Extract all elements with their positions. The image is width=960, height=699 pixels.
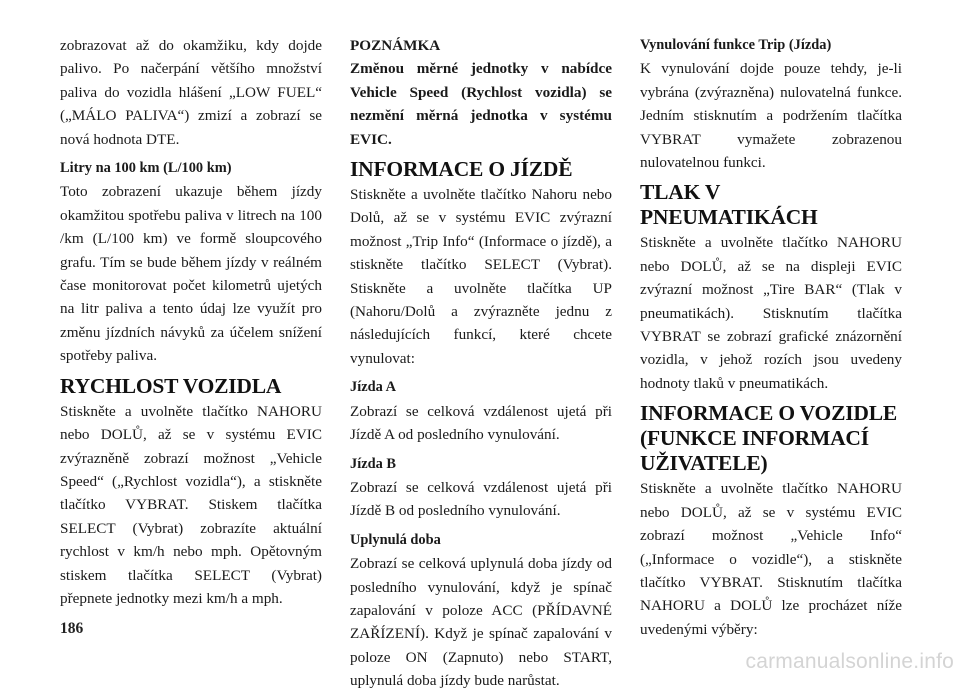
paragraph-dte-continued: zobrazovat až do okamžiku, kdy dojde palivo. Po načerpání většího množství paliva do vozidla hlášení „LOW FUEL“ („MÁLO PALIVA“) zmizí a zobrazí se nová hodnota DTE.	[60, 37, 322, 148]
paragraph-fuel-consumption: Toto zobrazení ukazuje během jízdy okamžitou spotřebu paliva v litrech na 100 /km (L/100 km) ve formě sloupcového grafu. Tím se bude během jízdy v reálném čase monitorovat počet kilometrů ujetých na litr paliva a tento údaj lze využít pro změnu jízdních návyků za účelem snížení spotřeby paliva.	[60, 183, 322, 365]
subheading-trip-a: Jízda A	[350, 379, 396, 396]
column-middle	[350, 34, 612, 699]
subheading-litres-per-100km: Litry na 100 km (L/100 km)	[60, 160, 232, 177]
page-number: 186	[60, 620, 84, 637]
heading-vehicle-speed: RYCHLOST VOZIDLA	[60, 373, 282, 398]
note-title: POZNÁMKA	[350, 37, 441, 54]
heading-vehicle-info: INFORMACE O VOZIDLE (FUNKCE INFORMACÍ UŽIVATELE)	[640, 401, 897, 476]
subheading-elapsed-time: Uplynulá doba	[350, 531, 441, 548]
note-body: Změnou měrné jednotky v nabídce Vehicle Speed (Rychlost vozidla) se nezmění měrná jednotka v systému EVIC.	[350, 60, 612, 148]
paragraph-tire-pressure: Stiskněte a uvolněte tlačítko NAHORU nebo DOLŮ, až se na displeji EVIC zvýrazní možnost „Tire BAR“ (Tlak v pneumatikách). Stisknutím tlačítka VYBRAT se zobrazí grafické znázornění vozidla, v jehož rozích jsou uvedeny hodnoty tlaků v pneumatikách.	[640, 234, 902, 392]
heading-trip-info: INFORMACE O JÍZDĚ	[350, 157, 573, 182]
paragraph-vehicle-speed: Stiskněte a uvolněte tlačítko NAHORU nebo DOLŮ, až se v systému EVIC zvýrazněně zobrazí možnost „Vehicle Speed“ („Rychlost vozidla“), a stiskněte tlačítko VYBRAT. Stiskem tlačítka SELECT (Vybrat) zobrazíte aktuální rychlost v km/h nebo mph. Opětovným stiskem tlačítka SELECT (Vybrat) přepnete jednotky mezi km/h a mph.	[60, 402, 322, 607]
heading-tire-pressure: TLAK V PNEUMATIKÁCH	[640, 180, 818, 230]
paragraph-trip-a: Zobrazí se celková vzdálenost ujetá při Jízdě A od posledního vynulování.	[350, 402, 612, 444]
paragraph-trip-info: Stiskněte a uvolněte tlačítko Nahoru nebo Dolů, až se v systému EVIC zvýrazní možnost „Trip Info“ (Informace o jízdě), a stiskněte tlačítko SELECT (Vybrat). Stiskněte a uvolněte tlačítka UP (Nahoru/Dolů a zvýrazněte jednu z následujících funkcí, které chcete vynulovat:	[350, 186, 612, 367]
watermark-text: carmanualsonline.info	[745, 650, 954, 673]
paragraph-trip-b: Zobrazí se celková vzdálenost ujetá při Jízdě B od posledního vynulování.	[350, 478, 612, 520]
column-left	[60, 34, 322, 616]
paragraph-trip-reset: K vynulování dojde pouze tehdy, je-li vybrána (zvýrazněna) nulovatelná funkce. Jedním stisknutím a podržením tlačítka VYBRAT vymažete zobrazenou nulovatelnou funkci.	[640, 60, 902, 172]
paragraph-vehicle-info: Stiskněte a uvolněte tlačítko NAHORU nebo DOLŮ, až se v systému EVIC zobrazí možnost „Vehicle Info“ („Informace o vozidle“), a stiskněte tlačítko VYBRAT. Stisknutím tlačítka NAHORU a DOLŮ lze procházet níže uvedenými výběry:	[640, 480, 902, 638]
column-right	[640, 34, 902, 647]
subheading-trip-reset: Vynulování funkce Trip (Jízda)	[640, 37, 832, 53]
paragraph-elapsed-time: Zobrazí se celková uplynulá doba jízdy od posledního vynulování, když je spínač zapalování v poloze ACC (PŘÍDAVNÉ ZAŘÍZENÍ). Když je spínač zapalování v poloze ON (Zapnuto) nebo START, uplynulá doba jízdy bude narůstat.	[350, 555, 612, 690]
subheading-trip-b: Jízda B	[350, 455, 396, 472]
